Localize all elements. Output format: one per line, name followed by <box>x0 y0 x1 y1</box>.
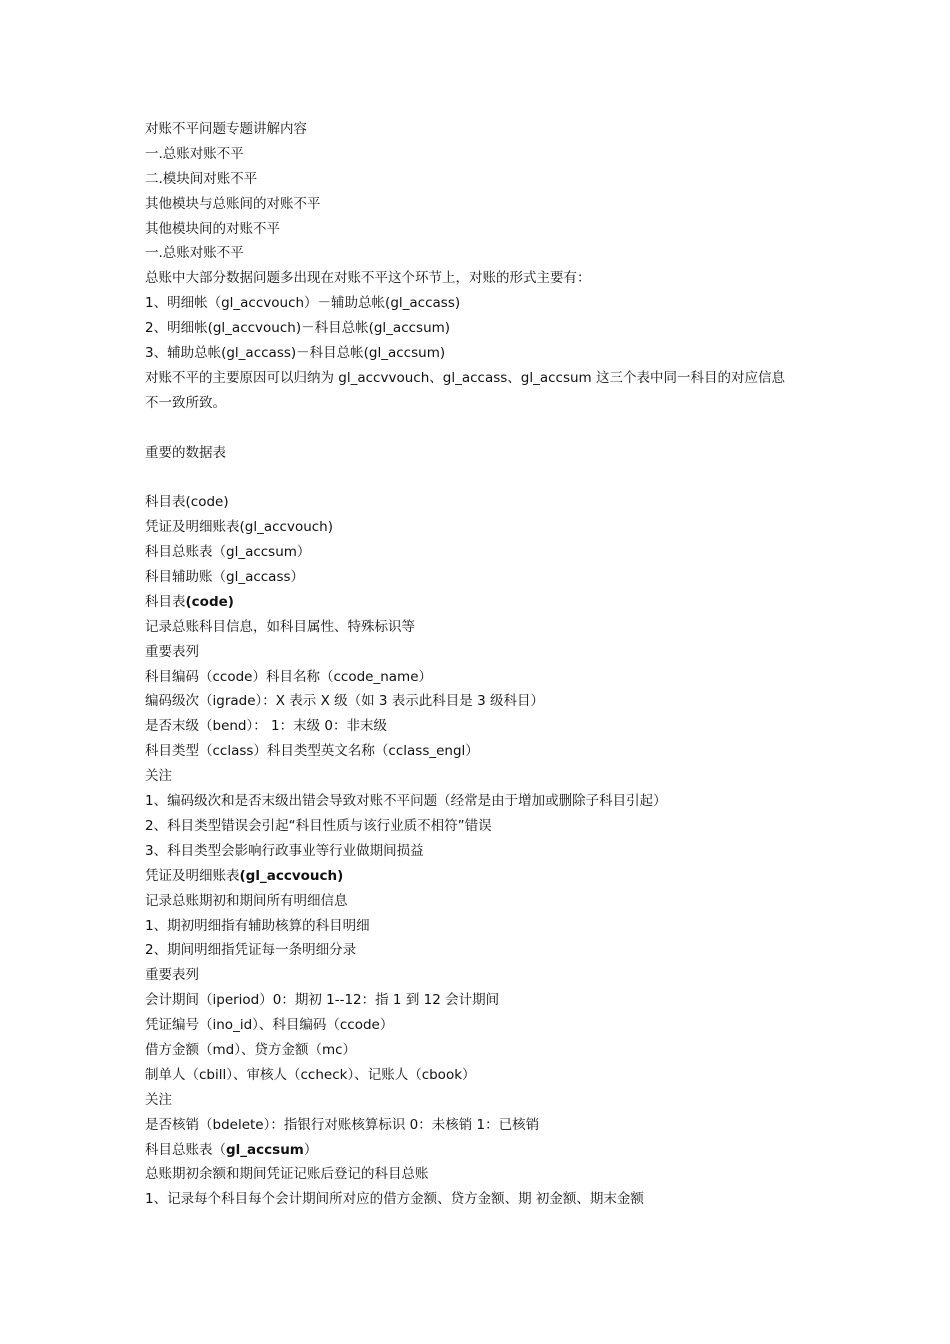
subsection-heading <box>145 864 810 889</box>
paragraph: 借方金额（md）、贷方金额（mc） <box>145 1041 357 1058</box>
blank-line <box>145 416 810 441</box>
list-item: 科目总账表（gl_accsum） <box>145 544 311 561</box>
list-item: 2、明细帐(gl_accvouch)－科目总帐(gl_accsum) <box>145 320 451 337</box>
paragraph: 记录总账期初和期间所有明细信息 <box>145 892 348 909</box>
list-item: 2、期间明细指凭证每一条明细分录 <box>145 942 357 959</box>
paragraph: 制单人（cbill）、审核人（ccheck）、记账人（cbook） <box>145 1066 476 1083</box>
section-heading: 一.总账对账不平 <box>145 245 244 262</box>
heading-text: 科目总账表（ <box>145 1141 226 1158</box>
paragraph: 对账不平的主要原因可以归纳为 gl_accvvouch、gl_accass、gl_accsum 这三个表中同一科目的对应信息 <box>145 369 785 386</box>
list-item: 3、辅助总帐(gl_accass)－科目总帐(gl_accsum) <box>145 345 446 362</box>
paragraph: 重要表列 <box>145 643 199 660</box>
section-heading: 重要的数据表 <box>145 444 226 461</box>
paragraph: 不一致所致。 <box>145 394 226 411</box>
outline-item: 其他模块与总账间的对账不平 <box>145 195 321 212</box>
heading-bold-text: (gl_accvouch) <box>239 867 344 884</box>
subsection-heading <box>145 1138 810 1163</box>
paragraph: 科目类型（cclass）科目类型英文名称（cclass_engl） <box>145 743 479 760</box>
subsection-heading <box>145 590 810 615</box>
heading-text: 科目表 <box>145 593 186 610</box>
outline-item: 一.总账对账不平 <box>145 145 244 162</box>
heading-text: 凭证及明细账表 <box>145 867 240 884</box>
paragraph: 关注 <box>145 768 172 785</box>
list-item: 2、科目类型错误会引起“科目性质与该行业质不相符”错误 <box>145 817 492 834</box>
paragraph: 关注 <box>145 1091 172 1108</box>
list-item: 3、科目类型会影响行政事业等行业做期间损益 <box>145 842 424 859</box>
paragraph: 凭证编号（ino_id）、科目编码（ccode） <box>145 1017 394 1034</box>
blank-line <box>145 465 810 490</box>
document-body <box>145 117 810 1212</box>
paragraph: 是否核销（bdelete）：指银行对账核算标识 0：未核销 1：已核销 <box>145 1116 540 1133</box>
list-item: 1、明细帐（gl_accvouch）－辅助总帐(gl_accass) <box>145 295 461 312</box>
outline-item: 二.模块间对账不平 <box>145 170 258 187</box>
list-item: 凭证及明细账表(gl_accvouch) <box>145 519 334 536</box>
list-item: 科目表(code) <box>145 494 229 511</box>
paragraph: 重要表列 <box>145 967 199 984</box>
heading-bold-text: gl_accsum <box>226 1141 304 1158</box>
list-item: 1、记录每个科目每个会计期间所对应的借方金额、贷方金额、期 初金额、期末金额 <box>145 1191 644 1208</box>
paragraph: 总账期初余额和期间凭证记账后登记的科目总账 <box>145 1166 429 1183</box>
paragraph: 记录总账科目信息，如科目属性、特殊标识等 <box>145 618 415 635</box>
list-item: 1、编码级次和是否末级出错会导致对账不平问题（经常是由于增加或删除子科目引起） <box>145 793 667 810</box>
paragraph: 总账中大部分数据问题多出现在对账不平这个环节上，对账的形式主要有： <box>145 270 591 287</box>
list-item: 1、期初明细指有辅助核算的科目明细 <box>145 917 370 934</box>
paragraph: 编码级次（igrade）：X 表示 X 级（如 3 表示此科目是 3 级科目） <box>145 693 544 710</box>
heading-text: ） <box>303 1141 318 1158</box>
paragraph: 会计期间（iperiod）0：期初 1--12：指 1 到 12 会计期间 <box>145 992 500 1009</box>
heading-bold-text: (code) <box>185 593 234 610</box>
paragraph: 是否末级（bend）： 1：末级 0：非末级 <box>145 718 388 735</box>
doc-title: 对账不平问题专题讲解内容 <box>145 121 307 137</box>
list-item: 科目辅助账（gl_accass） <box>145 569 305 586</box>
paragraph: 科目编码（ccode）科目名称（ccode_name） <box>145 668 432 685</box>
outline-item: 其他模块间的对账不平 <box>145 220 280 237</box>
